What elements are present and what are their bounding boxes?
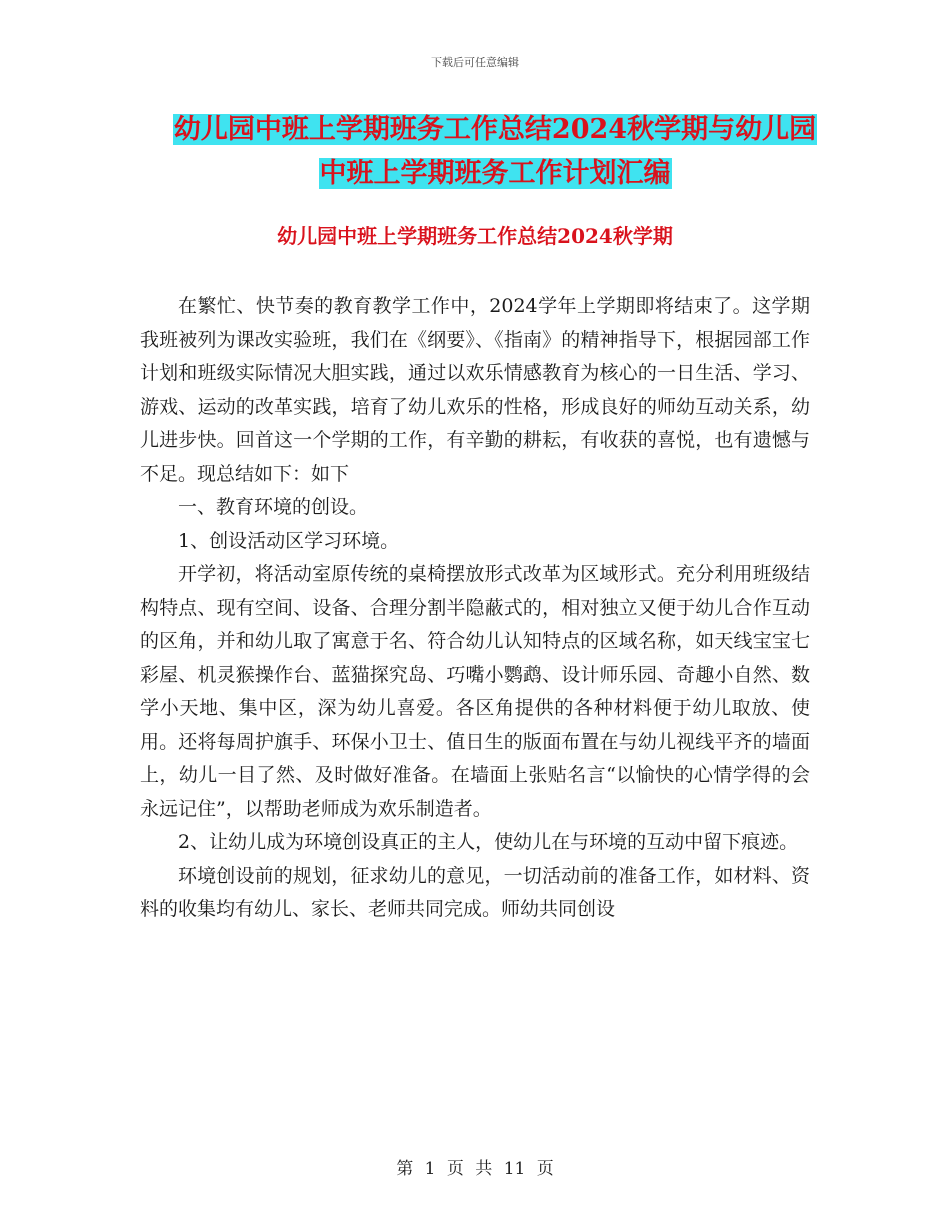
paragraph: 开学初，将活动室原传统的桌椅摆放形式改革为区域形式。充分利用班级结构特点、现有空间、设备、合理分割半隐蔽式的，相对独立又便于幼儿合作互动的区角，并和幼儿取了寓意于名、符合幼儿认知特点的区域名称，如天线宝宝七彩屋、机灵猴操作台、蓝猫探究岛、巧嘴小鹦鹉、设计师乐园、奇趣小自然、数学小天地、集中区，深为幼儿喜爱。各区角提供的各种材料便于幼儿取放、使用。还将每周护旗手、环保小卫士、值日生的版面布置在与幼儿视线平齐的墙面上，幼儿一目了然、及时做好准备。在墙面上张贴名言“以愉快的心情学得的会永远记住”，以帮助老师成为欢乐制造者。 (140, 563, 810, 820)
paragraph: 环境创设前的规划，征求幼儿的意见，一切活动前的准备工作，如材料、资料的收集均有幼儿、家长、老师共同完成。师幼共同创设 (140, 864, 810, 920)
section-title: 幼儿园中班上学期班务工作总结2024秋学期 (277, 224, 673, 248)
document-title (140, 108, 850, 196)
header-note: 下载后可任意编辑 (431, 56, 519, 69)
paragraph: 一、教育环境的创设。 (178, 496, 369, 518)
body-text (140, 290, 810, 927)
title-line-2: 中班上学期班务工作计划汇编 (319, 158, 671, 189)
paragraph: 在繁忙、快节奏的教育教学工作中，2024学年上学期即将结束了。这学期我班被列为课改实验班，我们在《纲要》、《指南》的精神指导下，根据园部工作计划和班级实际情况大胆实践，通过以欢乐情感教育为核心的一日生活、学习、游戏、运动的改革实践，培育了幼儿欢乐的性格，形成良好的师幼互动关系，幼儿进步快。回首这一个学期的工作，有辛勤的耕耘，有收获的喜悦，也有遗憾与不足。现总结如下：如下 (140, 295, 810, 485)
paragraph: 2、让幼儿成为环境创设真正的主人，使幼儿在与环境的互动中留下痕迹。 (178, 831, 799, 853)
page-number-footer: 第 1 页 共 11 页 (396, 1159, 554, 1179)
paragraph: 1、创设活动区学习环境。 (178, 529, 400, 552)
title-line-1: 幼儿园中班上学期班务工作总结2024秋学期与幼儿园 (173, 114, 817, 145)
